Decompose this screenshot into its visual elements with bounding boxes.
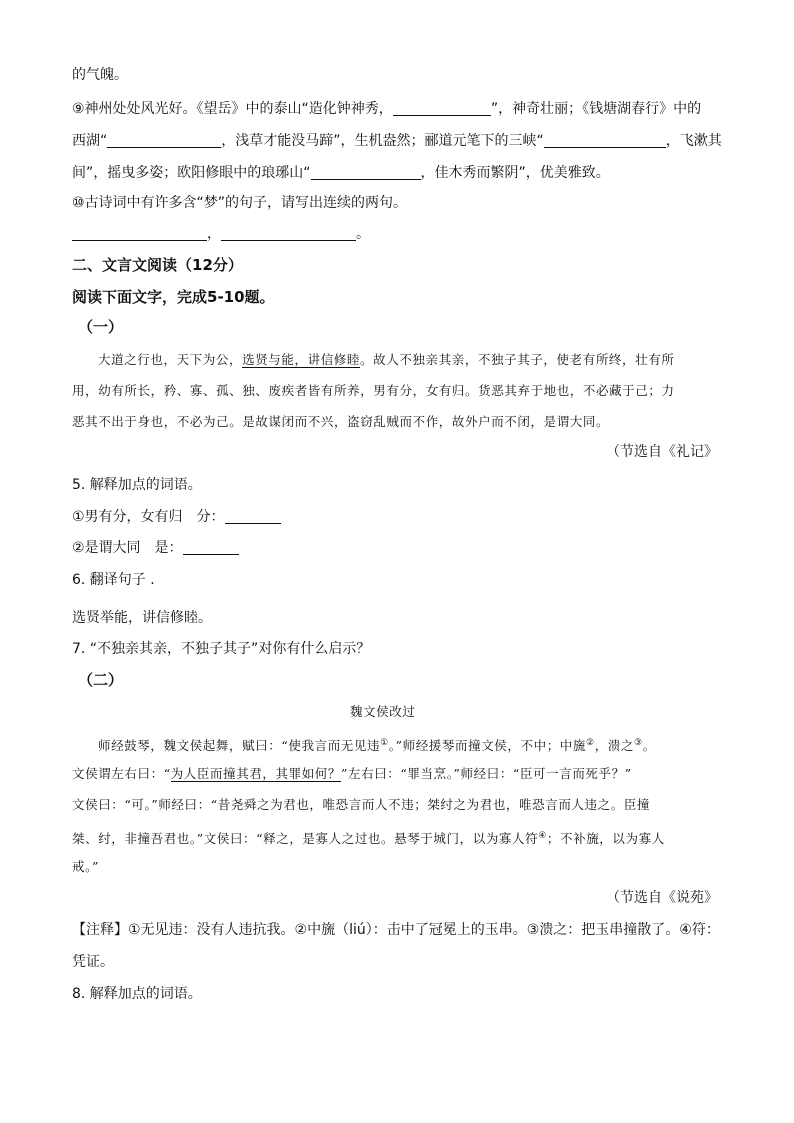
- question-6: 6. 翻译句子 .: [72, 572, 155, 588]
- passage-line: 师经鼓琴，魏文侯起舞，赋曰：“使我言而无见违①。”师经援琴而撞文侯，不中；中旒②，溃之③。: [98, 738, 656, 754]
- question-9-line3: 间”，摇曳多姿；欧阳修眼中的琅琊山“ ，佳木秀而繁阴”，优美雅致。: [72, 165, 610, 181]
- answer-blank[interactable]: [311, 165, 421, 180]
- passage-line: 用，幼有所长，矜、寡、孤、独、废疾者皆有所养，男有分，女有归。货恶其弃于地也，不必藏于己；力: [72, 383, 675, 398]
- passage-line: 戒。”: [72, 859, 99, 874]
- text-line: 的气魄。: [72, 67, 128, 83]
- part-label: （二）: [78, 671, 124, 689]
- answer-blank[interactable]: [225, 509, 281, 524]
- passage-title: 魏文侯改过: [350, 704, 416, 719]
- question-5-2: ②是谓大同 是：: [72, 539, 239, 557]
- passage-line: 大道之行也，天下为公，选贤与能，讲信修睦。故人不独亲其亲，不独子其子，使老有所终，壮有所: [98, 352, 675, 367]
- question-10-answer: ， 。: [72, 225, 370, 243]
- question-6-text: 选贤举能，讲信修睦。: [72, 610, 212, 626]
- passage-line: 文侯谓左右曰：“为人臣而撞其君，其罪如何？”左右曰：“罪当烹。”师经曰：“臣可一言而死乎？”: [72, 766, 632, 781]
- part-label: （一）: [78, 318, 124, 336]
- answer-blank[interactable]: [72, 226, 207, 241]
- answer-blank[interactable]: [221, 226, 356, 241]
- source-note: （节选自《礼记》: [606, 444, 718, 460]
- question-7: 7. “不独亲其亲，不独子其子”对你有什么启示？: [72, 641, 371, 657]
- answer-blank[interactable]: [183, 540, 239, 555]
- question-8: 8. 解释加点的词语。: [72, 986, 202, 1002]
- passage-line: 恶其不出于身也，不必为己。是故谋闭而不兴，盗窃乱贼而不作，故外户而不闭，是谓大同。: [72, 414, 610, 429]
- passage-line: 文侯曰：“可。”师经曰：“昔尧舜之为君也，唯恐言而人不违；桀纣之为君也，唯恐言而人违之。臣撞: [72, 797, 651, 812]
- source-note: （节选自《说苑》: [606, 890, 718, 906]
- answer-blank[interactable]: [107, 133, 221, 148]
- underlined-sentence: 选贤与能，讲信修睦: [242, 352, 361, 367]
- question-10: ⑩古诗词中有许多含“梦”的句子，请写出连续的两句。: [72, 195, 408, 211]
- question-9-line2: 西湖“ ，浅草才能没马蹄”，生机盎然；郦道元笔下的三峡“ ，飞漱其: [72, 133, 722, 149]
- passage-line: 桀、纣，非撞吾君也。”文侯曰：“释之，是寡人之过也。悬琴于城门，以为寡人符④；不补旒，以为寡人: [72, 831, 665, 847]
- answer-blank[interactable]: [393, 101, 491, 116]
- question-9: ⑨神州处处风光好。《望岳》中的泰山“造化钟神秀， ”，神奇壮丽；《钱塘湖春行》中的: [72, 101, 702, 117]
- underlined-sentence: 为人臣而撞其君，其罪如何？: [170, 766, 342, 781]
- question-5: 5. 解释加点的词语。: [72, 477, 202, 493]
- annotation: 【注释】①无见违：没有人违抗我。②中旒（liú）：击中了冠冕上的玉串。③溃之：把玉串撞散了。④符：: [72, 922, 720, 938]
- section-instruction: 阅读下面文字，完成5-10题。: [72, 288, 275, 306]
- annotation-cont: 凭证。: [72, 954, 114, 970]
- section-title: 二、文言文阅读（12分）: [72, 256, 243, 274]
- answer-blank[interactable]: [544, 133, 666, 148]
- question-5-1: ①男有分，女有归 分：: [72, 508, 281, 526]
